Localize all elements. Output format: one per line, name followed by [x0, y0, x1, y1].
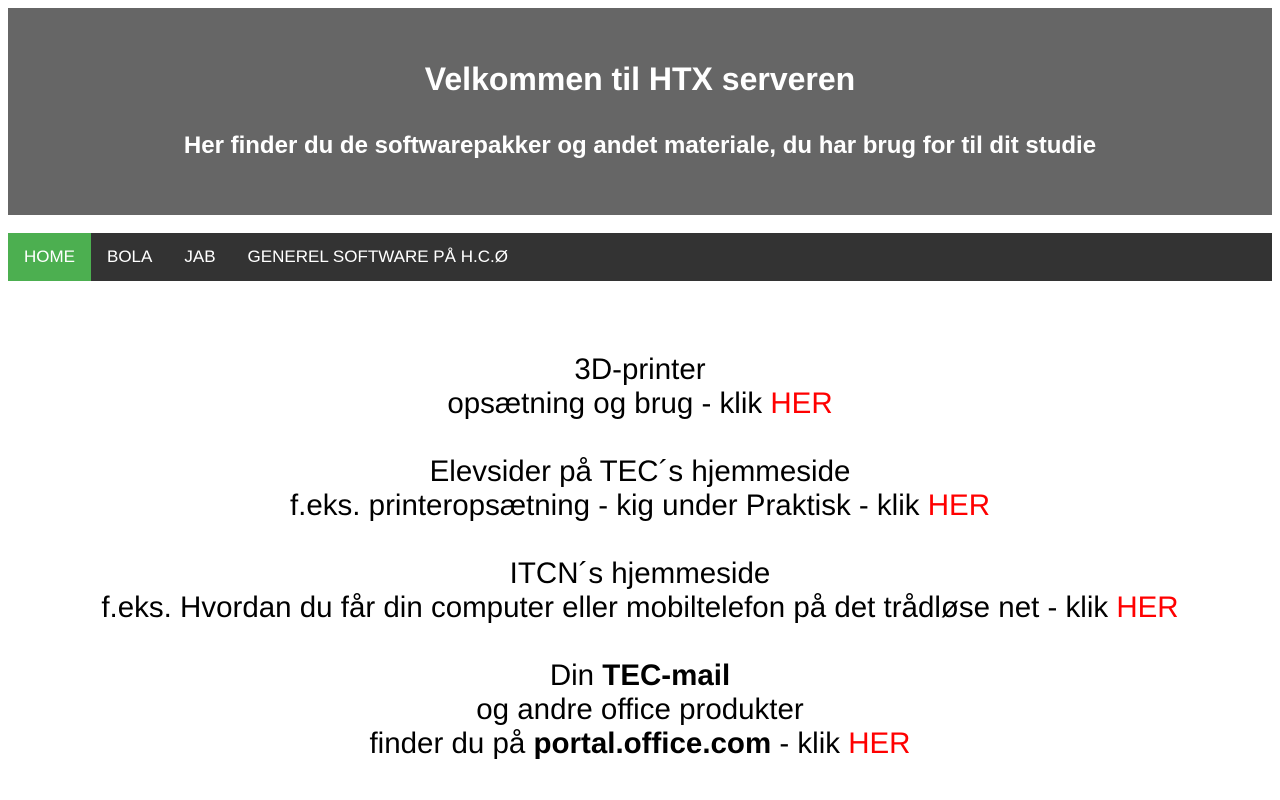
itcn-her-link[interactable]: HER	[1116, 591, 1179, 624]
top-nav	[8, 233, 1272, 281]
printer-desc-text: opsætning og brug - klik	[447, 387, 771, 420]
printer-description	[8, 387, 1272, 421]
printer-title: 3D-printer	[574, 353, 706, 386]
nav-item-generel-software[interactable]: GENEREL SOFTWARE PÅ H.C.Ø	[247, 247, 508, 266]
printer-section	[8, 353, 1272, 421]
mail-line-portal	[8, 727, 1272, 761]
tec-her-link[interactable]: HER	[927, 489, 991, 522]
nav-item-bola[interactable]: BOLA	[107, 247, 153, 266]
mail-title	[8, 659, 1272, 693]
mail-her-link[interactable]: HER	[848, 727, 911, 760]
itcn-title: ITCN´s hjemmeside	[509, 557, 771, 590]
tec-section	[8, 455, 1272, 523]
mail-title-prefix: Din	[549, 659, 603, 692]
page-subtitle: Her finder du de softwarepakker og andet materiale, du har brug for til dit studie	[183, 132, 1097, 159]
itcn-section	[8, 557, 1272, 625]
mail-line-office: og andre office produkter	[476, 693, 804, 726]
nav-item-jab[interactable]: JAB	[184, 247, 216, 266]
mail-portal-prefix: finder du på	[369, 727, 534, 760]
itcn-description	[8, 591, 1272, 625]
itcn-desc-text: f.eks. Hvordan du får din computer eller mobiltelefon på det trådløse net - klik	[101, 591, 1117, 624]
tec-desc-text: f.eks. printeropsætning - kig under Praktisk - klik	[289, 489, 928, 522]
page-title: Velkommen til HTX serveren	[424, 61, 856, 97]
nav-item-home[interactable]: HOME	[8, 233, 91, 281]
mail-title-bold: TEC-mail	[602, 659, 731, 692]
mail-portal-suffix: - klik	[771, 727, 849, 760]
tec-title: Elevsider på TEC´s hjemmeside	[429, 455, 851, 488]
main-content	[8, 353, 1272, 761]
mail-section	[8, 659, 1272, 761]
tec-description	[8, 489, 1272, 523]
mail-portal-bold: portal.office.com	[533, 727, 772, 760]
printer-her-link[interactable]: HER	[770, 387, 833, 420]
page-header	[8, 8, 1272, 215]
